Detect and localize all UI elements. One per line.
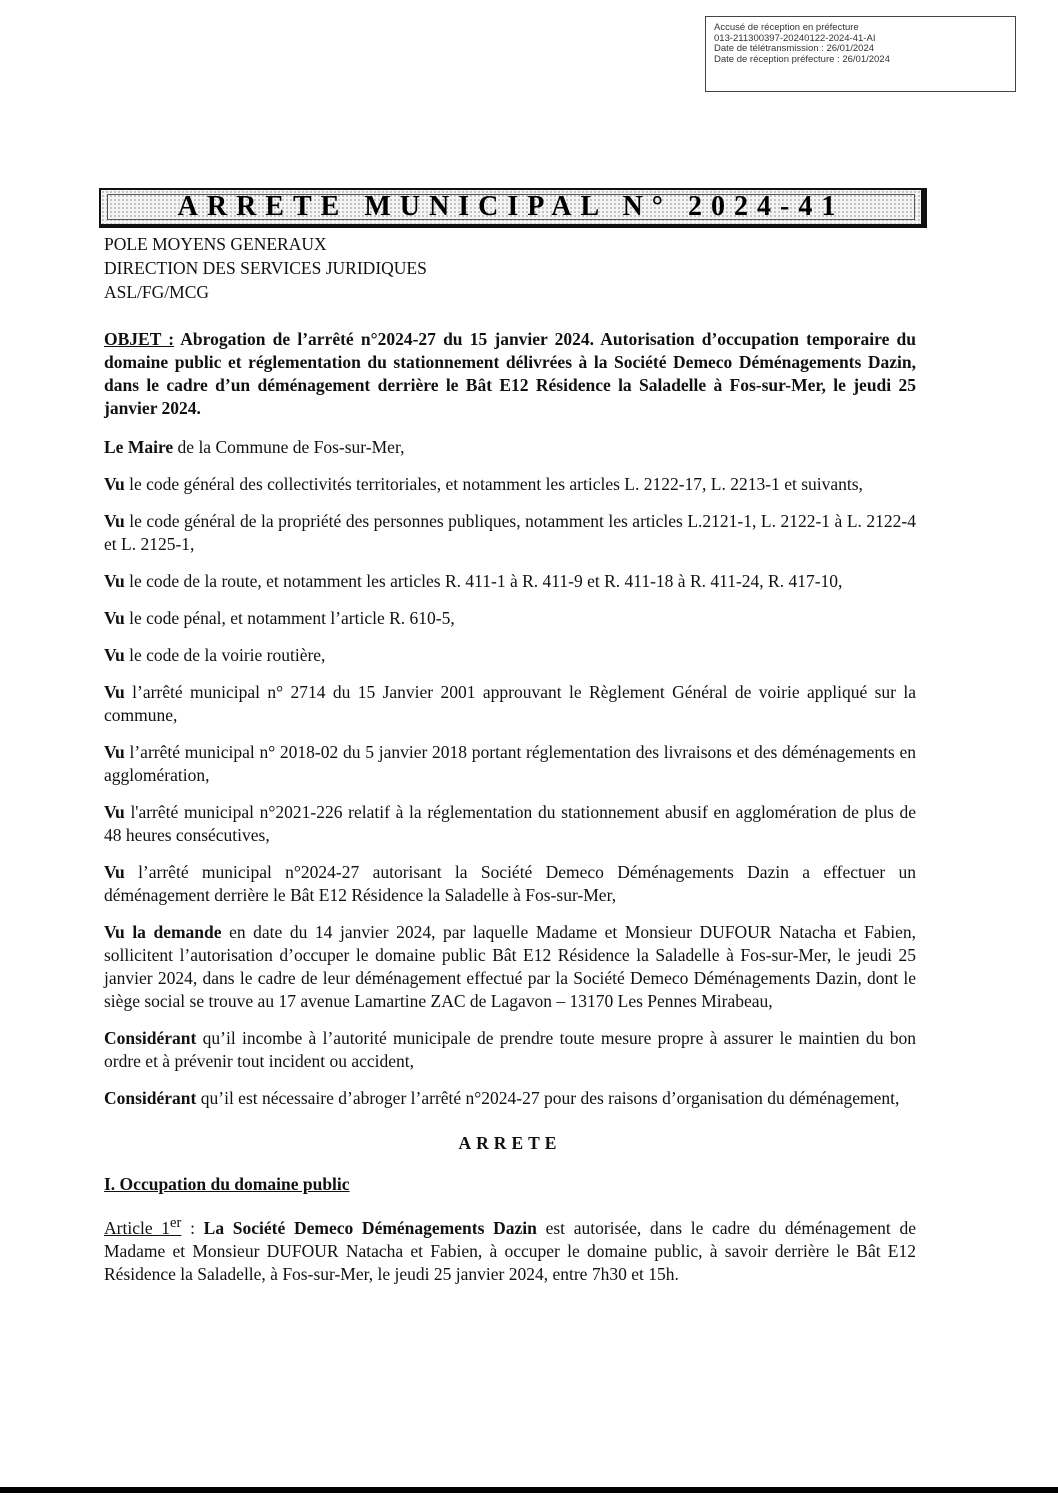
paragraph-lead: Vu (104, 862, 125, 882)
header-line: DIRECTION DES SERVICES JURIDIQUES (104, 258, 427, 278)
body-paragraph (104, 681, 916, 727)
prefecture-receipt-stamp (705, 16, 1016, 92)
arrete-heading: ARRETE (458, 1133, 562, 1153)
objet-paragraph (104, 328, 916, 420)
paragraph-lead: Le Maire (104, 437, 174, 457)
body-paragraph (104, 1087, 916, 1110)
issuing-department (104, 232, 427, 304)
body-paragraph (104, 570, 916, 593)
article-label (104, 1215, 182, 1238)
objet-label: OBJET : (104, 329, 175, 349)
article-lead: La Société Demeco Déménagements Dazin (203, 1217, 537, 1238)
body-paragraph (104, 644, 916, 667)
scan-edge-bar (0, 1487, 1058, 1493)
paragraph-text: l’arrêté municipal n° 2714 du 15 Janvier 2001 approuvant le Règlement Général de voirie appliqué sur la commune, (104, 682, 916, 725)
body-paragraph (104, 921, 916, 1013)
paragraph-text: de la Commune de Fos-sur-Mer, (173, 437, 405, 457)
paragraph-text: le code général des collectivités territoriales, et notamment les articles L. 2122-17, L. 2213-1 et suivants, (124, 474, 863, 494)
paragraph-lead: Vu (104, 608, 125, 628)
body-paragraph (104, 861, 916, 907)
paragraph-text: le code pénal, et notamment l’article R. 610-5, (124, 608, 455, 628)
stamp-line: Date de réception préfecture : 26/01/2024 (714, 53, 890, 65)
paragraph-text: en date du 14 janvier 2024, par laquelle Madame et Monsieur DUFOUR Natacha et Fabien, sollicitent l’autorisation d’occuper le domaine public Bât E12 Résidence la Saladelle à Fos-sur-Mer, le jeudi 25 janvier 2024, dans le cadre de leur déménagement effectué par la Société Demeco Déménagements Dazin, dont le siège social se trouve au 17 avenue Lamartine ZAC de Lagavon – 13170 Les Pennes Mirabeau, (104, 922, 917, 1011)
paragraph-lead: Vu (104, 645, 125, 665)
body-paragraph (104, 607, 916, 630)
body-paragraph (104, 473, 916, 496)
article-number: Article 1 (104, 1217, 171, 1238)
paragraph-text: l’arrêté municipal n° 2018-02 du 5 janvier 2018 portant réglementation des livraisons et des déménagements en agglomération, (104, 742, 916, 785)
paragraph-lead: Vu la demande (104, 922, 222, 942)
stamp-line: 013-211300397-20240122-2024-41-AI (714, 32, 876, 44)
body-paragraph (104, 436, 916, 459)
paragraph-lead: Vu (104, 742, 125, 762)
article-ordinal: er (170, 1215, 182, 1231)
paragraph-text: le code de la voirie routière, (124, 645, 326, 665)
paragraph-text: l'arrêté municipal n°2021-226 relatif à la réglementation du stationnement abusif en agglomération de plus de 48 heures consécutives, (104, 802, 916, 845)
stamp-line: Date de télétransmission : 26/01/2024 (714, 43, 875, 54)
considerations-list (104, 436, 916, 1110)
paragraph-lead: Considérant (104, 1028, 197, 1048)
paragraph-text: qu’il incombe à l’autorité municipale de prendre toute mesure propre à assurer le maintien du bon ordre et à prévenir tout incident ou accident, (104, 1028, 916, 1071)
header-line: POLE MOYENS GENERAUX (104, 234, 327, 254)
paragraph-lead: Vu (104, 802, 125, 822)
body-paragraph (104, 741, 916, 787)
article-text: est autorisée, dans le cadre du déménagement de Madame et Monsieur DUFOUR Natacha et Fabien, à occuper le domaine public, à savoir derrière le Bât E12 Résidence la Saladelle, à Fos-sur-Mer, le jeudi 25 janvier 2024, entre 7h30 et 15h. (104, 1217, 916, 1284)
article-1 (104, 1212, 916, 1286)
paragraph-lead: Vu (104, 474, 125, 494)
header-line: ASL/FG/MCG (104, 282, 210, 302)
document-body (104, 328, 916, 1300)
body-paragraph (104, 510, 916, 556)
page-title: ARRETE MUNICIPAL N° 2024-41 (177, 191, 845, 222)
paragraph-lead: Vu (104, 511, 125, 531)
title-banner (99, 188, 927, 228)
paragraph-text: qu’il est nécessaire d’abroger l’arrêté n°2024-27 pour des raisons d’organisation du déménagement, (196, 1088, 900, 1108)
paragraph-text: le code de la route, et notamment les articles R. 411-1 à R. 411-9 et R. 411-18 à R. 411-24, R. 417-10, (124, 571, 843, 591)
paragraph-text: l’arrêté municipal n°2024-27 autorisant la Société Demeco Déménagements Dazin a effectuer un déménagement derrière le Bât E12 Résidence la Saladelle à Fos-sur-Mer, (104, 862, 916, 905)
objet-text: Abrogation de l’arrêté n°2024-27 du 15 janvier 2024. Autorisation d’occupation temporaire du domaine public et réglementation du stationnement délivrées à la Société Demeco Déménagements Dazin, dans le cadre d’un déménagement derrière le Bât E12 Résidence la Saladelle à Fos-sur-Mer, le jeudi 25 janvier 2024. (104, 329, 917, 418)
paragraph-text: le code général de la propriété des personnes publiques, notamment les articles L.2121-1, L. 2122-1 à L. 2122-4 et L. 2125-1, (104, 511, 916, 554)
body-paragraph (104, 1027, 916, 1073)
article-colon: : (181, 1217, 204, 1238)
paragraph-lead: Vu (104, 571, 125, 591)
stamp-line: Accusé de réception en préfecture (714, 22, 859, 33)
body-paragraph (104, 801, 916, 847)
paragraph-lead: Vu (104, 682, 125, 702)
paragraph-lead: Considérant (104, 1088, 197, 1108)
section-heading: I. Occupation du domaine public (104, 1174, 350, 1194)
